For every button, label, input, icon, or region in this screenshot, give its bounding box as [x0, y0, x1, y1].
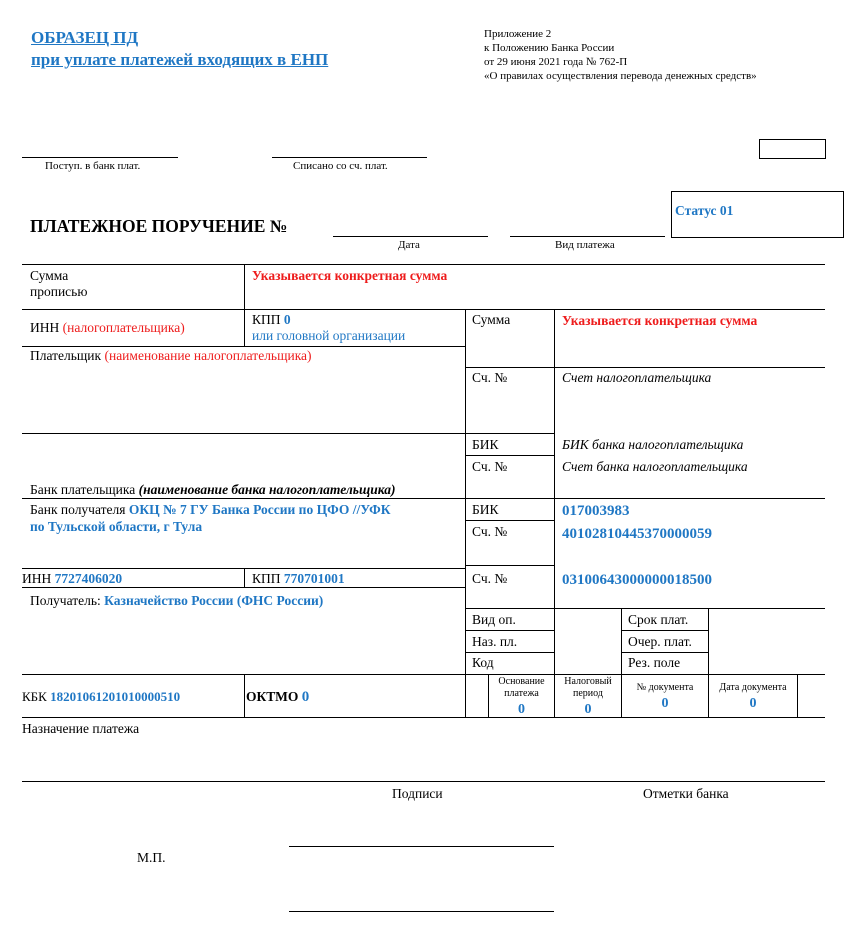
rez-pole-label: Рез. поле	[628, 655, 681, 670]
recipient-bank-value-line2: по Тульской области, г Тула	[30, 519, 203, 534]
vid-op-label: Вид оп.	[472, 612, 516, 627]
mp-label: М.П.	[137, 850, 166, 865]
doc-title-line1: ОБРАЗЕЦ ПД	[31, 28, 139, 47]
grid-line	[22, 587, 465, 588]
amount-words-label-line2: прописью	[30, 284, 88, 299]
recipient-bank[interactable]	[30, 502, 391, 518]
grid-line	[465, 630, 554, 631]
appendix-line: к Положению Банка России	[484, 42, 615, 54]
payer-bank-account-value[interactable]: Счет банка налогоплательщика	[562, 459, 748, 474]
recipient-inn-label: ИНН	[22, 571, 52, 586]
recipient-value: Казначейство России (ФНС России)	[104, 593, 324, 608]
order-title: ПЛАТЕЖНОЕ ПОРУЧЕНИЕ №	[30, 216, 288, 236]
grid-line	[554, 367, 825, 368]
grid-line	[465, 455, 554, 456]
recipient-label: Получатель:	[30, 593, 101, 608]
recipient-bank-acc-value[interactable]: 40102810445370000059	[562, 526, 712, 542]
recipient-kpp-label: КПП	[252, 571, 281, 586]
grid-line	[244, 674, 245, 717]
bank-marks-label: Отметки банка	[643, 786, 729, 801]
appendix-note	[484, 27, 757, 83]
recipient-bank-acc-label: Сч. №	[472, 524, 508, 539]
docdate-cell[interactable]	[709, 682, 797, 712]
amount-words-value[interactable]: Указывается конкретная сумма	[252, 268, 448, 283]
grid-line	[465, 309, 466, 717]
kbk[interactable]	[22, 689, 180, 705]
recipient-bik-label: БИК	[472, 502, 499, 517]
payer-kpp-label: КПП	[252, 312, 281, 327]
oktmo-value: 0	[301, 689, 310, 705]
grid-line	[22, 309, 825, 310]
docnum-label: № документа	[636, 682, 694, 693]
written-off-label: Списано со сч. плат.	[293, 160, 388, 172]
recipient[interactable]	[30, 593, 323, 609]
appendix-line: Приложение 2	[484, 28, 552, 40]
payer-inn-label: ИНН	[30, 320, 60, 335]
status-box[interactable]	[671, 191, 844, 238]
payer-account-value[interactable]: Счет налогоплательщика	[562, 370, 712, 385]
grid-line	[244, 568, 245, 587]
amount-words-label-line1: Сумма	[30, 268, 69, 283]
purpose-label: Назначение платежа	[22, 721, 140, 736]
payer-bank-account-label: Сч. №	[472, 459, 508, 474]
docdate-label: Дата документа	[719, 682, 787, 693]
signature-line-1[interactable]	[289, 846, 554, 847]
appendix-line: «О правилах осуществления перевода денежных средств»	[484, 70, 757, 82]
basis-value: 0	[518, 702, 525, 717]
ocher-plat-label: Очер. плат.	[628, 634, 692, 649]
sum-label: Сумма	[472, 312, 511, 327]
oktmo-label: ОКТМО	[246, 689, 299, 704]
payer-inn[interactable]	[30, 320, 185, 336]
grid-line	[22, 264, 825, 265]
recipient-kpp[interactable]	[252, 571, 345, 587]
grid-line	[22, 498, 825, 499]
payer-bank-label: Банк плательщика	[30, 482, 136, 497]
payment-type-label: Вид платежа	[555, 239, 615, 251]
grid-line	[22, 717, 825, 718]
grid-line	[465, 608, 825, 609]
grid-line	[554, 309, 555, 608]
payer-label: Плательщик	[30, 348, 102, 363]
grid-line	[22, 433, 554, 434]
docnum-cell[interactable]	[622, 682, 708, 712]
sum-value[interactable]: Указывается конкретная сумма	[562, 313, 758, 328]
grid-line	[797, 674, 798, 717]
status-value: Статус 01	[675, 203, 734, 218]
grid-line	[244, 264, 245, 309]
recipient-bik-value[interactable]: 017003983	[562, 503, 630, 519]
recipient-inn-value: 7727406020	[54, 571, 123, 586]
payer-account-label: Сч. №	[472, 370, 508, 385]
docdate-value: 0	[749, 696, 757, 711]
grid-line	[465, 652, 554, 653]
recipient-kpp-value: 770701001	[283, 571, 345, 586]
recipient-inn[interactable]	[22, 571, 122, 587]
payment-type-line[interactable]	[510, 236, 665, 237]
grid-line	[465, 520, 554, 521]
date-label: Дата	[398, 239, 420, 251]
payer-bik-label: БИК	[472, 437, 499, 452]
kbk-value: 18201061201010000510	[50, 689, 181, 704]
grid-line	[554, 608, 555, 674]
grid-line	[22, 674, 825, 675]
payer-kpp-value: 0	[283, 312, 291, 327]
period-label-line2: период	[573, 688, 603, 699]
period-value: 0	[584, 702, 592, 717]
srok-plat-label: Срок плат.	[628, 612, 689, 627]
grid-line	[22, 346, 465, 347]
appendix-line: от 29 июня 2021 года № 762-П	[484, 56, 628, 68]
payer-value: (наименование налогоплательщика)	[104, 348, 312, 363]
kod-label: Код	[472, 655, 494, 670]
recipient-acc-value[interactable]: 03100643000000018500	[562, 572, 712, 588]
payer-bik-value[interactable]: БИК банка налогоплательщика	[562, 437, 744, 452]
recipient-bank-label: Банк получателя	[30, 502, 126, 517]
signatures-label: Подписи	[392, 786, 443, 801]
naz-pl-label: Наз. пл.	[472, 634, 518, 649]
recipient-bank-value-line1: ОКЦ № 7 ГУ Банка России по ЦФО //УФК	[128, 502, 391, 517]
payer-inn-value: (налогоплательщика)	[62, 320, 185, 335]
grid-line	[621, 630, 708, 631]
grid-line	[22, 781, 825, 782]
period-cell[interactable]	[555, 676, 621, 718]
payer-kpp-note: или головной организации	[252, 328, 406, 343]
kbk-label: КБК	[22, 689, 47, 704]
date-line[interactable]	[333, 236, 488, 237]
basis-label-line1: Основание	[498, 676, 545, 687]
grid-line	[244, 309, 245, 346]
basis-label-line2: платежа	[504, 688, 539, 699]
doc-title-line2: при уплате платежей входящих в ЕНП	[31, 50, 329, 69]
grid-line	[465, 367, 554, 368]
docnum-value: 0	[661, 696, 669, 711]
signature-line-2[interactable]	[289, 911, 554, 912]
basis-cell[interactable]	[489, 676, 554, 718]
payer-bank-value: (наименование банка налогоплательщика)	[138, 482, 396, 497]
form-code-box[interactable]	[759, 139, 826, 159]
payer-bank[interactable]	[30, 482, 395, 498]
received-label: Поступ. в банк плат.	[45, 160, 141, 172]
amount-words-label	[30, 268, 87, 300]
received-date-line[interactable]	[22, 157, 178, 158]
grid-line	[621, 652, 708, 653]
oktmo[interactable]	[246, 689, 309, 705]
payer[interactable]	[30, 348, 312, 364]
grid-line	[465, 565, 554, 566]
period-label-line1: Налоговый	[564, 676, 612, 687]
payer-kpp[interactable]	[252, 312, 405, 344]
recipient-acc-label: Сч. №	[472, 571, 508, 586]
written-off-date-line[interactable]	[272, 157, 427, 158]
